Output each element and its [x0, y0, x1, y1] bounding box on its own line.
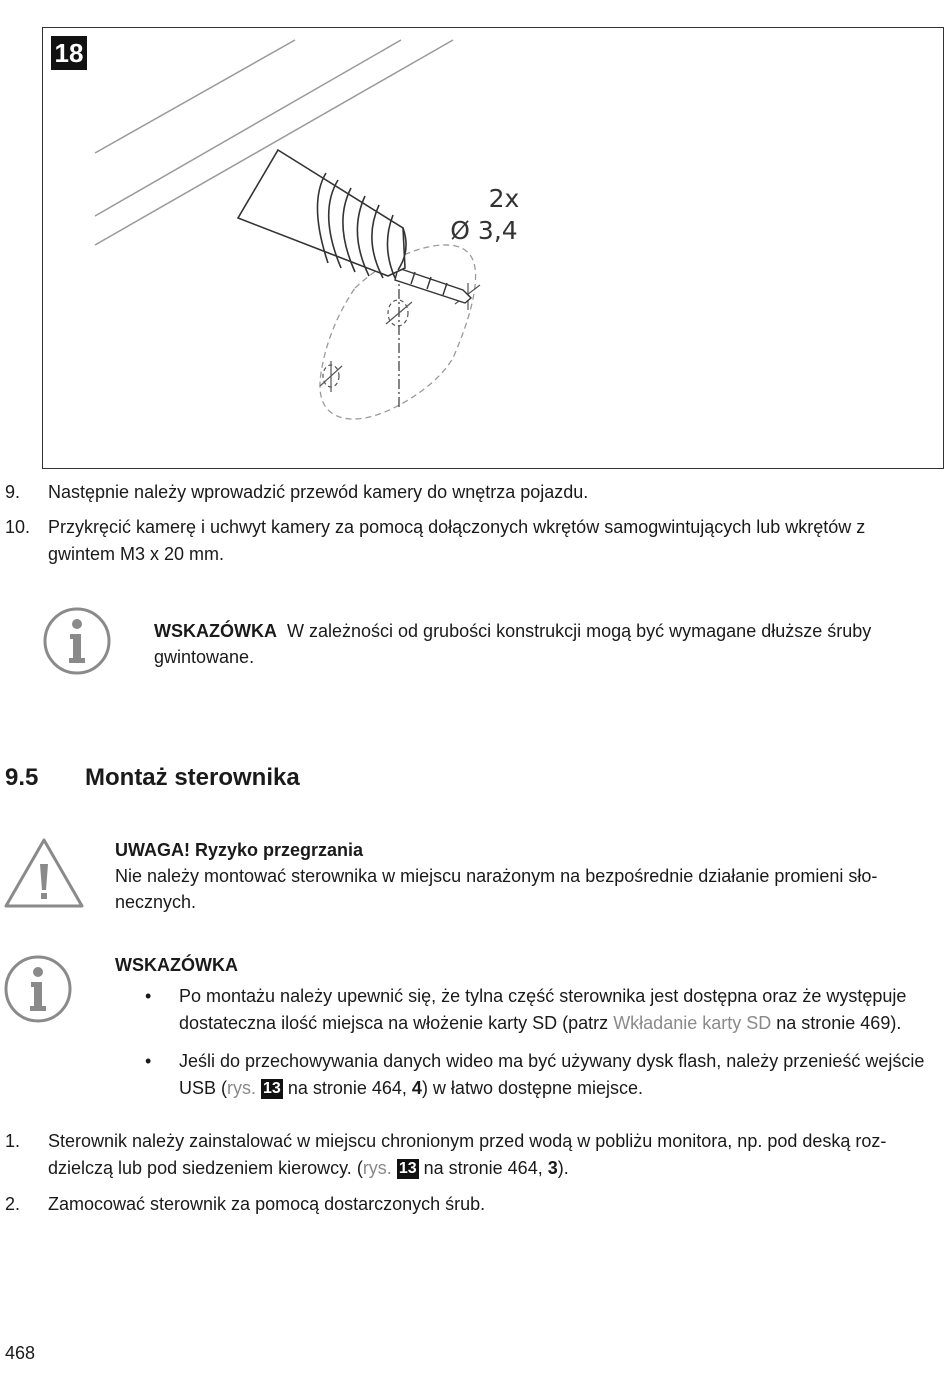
- step-text-part: Sterownik należy zainstalować w miejscu chronionym przed wodą w pobliżu monitora, np. pod deską rozdzielczą lub pod siedzeniem kierowcy. (: [48, 1131, 887, 1178]
- step-number: 1.: [5, 1131, 21, 1151]
- link-sd-card[interactable]: Wkładanie karty SD: [613, 1013, 772, 1033]
- bullet-item: • Po montażu należy upewnić się, że tylna część sterownika jest dostępna oraz że występuje dostateczna ilość miejsca na włożenie karty SD (patrz Wkładanie karty SD na stronie 469).: [145, 986, 907, 1033]
- section-number: 9.5: [5, 764, 39, 791]
- drill-illustration: [43, 28, 943, 468]
- bullet-text: ) w łatwo dostępne miejsce.: [421, 1078, 644, 1098]
- link-figure-ref[interactable]: rys.: [362, 1158, 392, 1178]
- step-text-part: na stronie 464,: [418, 1158, 548, 1178]
- section-title: Montaż sterownika: [85, 764, 300, 791]
- step-number: 10.: [5, 517, 31, 537]
- figure-ref-badge[interactable]: 13: [263, 1080, 281, 1097]
- info-icon: [42, 606, 112, 676]
- warning-body: [115, 837, 930, 915]
- note-1-body: [154, 618, 934, 670]
- step-number: 9.: [5, 482, 21, 502]
- figure-label-diameter: Ø 3,4: [450, 216, 518, 245]
- note-title: WSKAZÓWKA: [154, 621, 277, 641]
- warning-triangle-icon: [3, 836, 85, 910]
- info-icon: [3, 954, 73, 1024]
- note-text: W zależności od grubości konstrukcji mogą być wymagane dłuższe śruby gwintowane.: [154, 621, 872, 667]
- warning-title: UWAGA! Ryzyko przegrzania: [115, 840, 364, 860]
- step-text: Przykręcić kamerę i uchwyt kamery za pomocą dołączonych wkrętów samogwintujących lub wkrętów z gwintem M3 x 20 mm.: [48, 517, 866, 564]
- figure-label-count: 2x: [488, 184, 520, 213]
- step-2: [5, 1191, 935, 1221]
- note-2-title: WSKAZÓWKA: [115, 955, 238, 975]
- link-figure-ref[interactable]: rys.: [227, 1078, 257, 1098]
- figure-ref-badge[interactable]: 13: [398, 1160, 417, 1177]
- step-text: [48, 1128, 928, 1182]
- step-text: Następnie należy wprowadzić przewód kamery do wnętrza pojazdu.: [48, 482, 589, 502]
- bullet-text: na stronie 469).: [771, 1013, 902, 1033]
- figure-number-badge: 18: [51, 36, 87, 70]
- step-text-part: ).: [557, 1158, 569, 1178]
- bullet-text: Jeśli do przechowywania danych wideo ma być używany dysk flash, należy przenieść wejście USB (: [179, 1051, 925, 1098]
- step-10: [5, 514, 935, 574]
- step-9: [5, 479, 935, 509]
- warning-text: Nie należy montować sterownika w miejscu narażonym na bezpośrednie działanie promieni słonecznych.: [115, 866, 878, 912]
- page-number: 468: [5, 1343, 36, 1363]
- step-1: [5, 1128, 935, 1188]
- step-bold: 3: [547, 1158, 558, 1178]
- bullet-bold: 4: [411, 1078, 422, 1098]
- note-2-bullets: [115, 983, 940, 1113]
- bullet-item: • Jeśli do przechowywania danych wideo ma być używany dysk flash, należy przenieść wejście USB (rys. 13 na stronie 464, 4) w łatwo dostępne miejsce.: [145, 1051, 925, 1098]
- figure-18: [42, 27, 944, 469]
- bullet-text: Po montażu należy upewnić się, że tylna część sterownika jest dostępna oraz że występuje dostateczna ilość miejsca na włożenie karty SD (patrz: [179, 986, 907, 1033]
- step-number: 2.: [5, 1194, 21, 1214]
- bullet-text: na stronie 464,: [282, 1078, 412, 1098]
- step-text: Zamocować sterownik za pomocą dostarczonych śrub.: [48, 1194, 486, 1214]
